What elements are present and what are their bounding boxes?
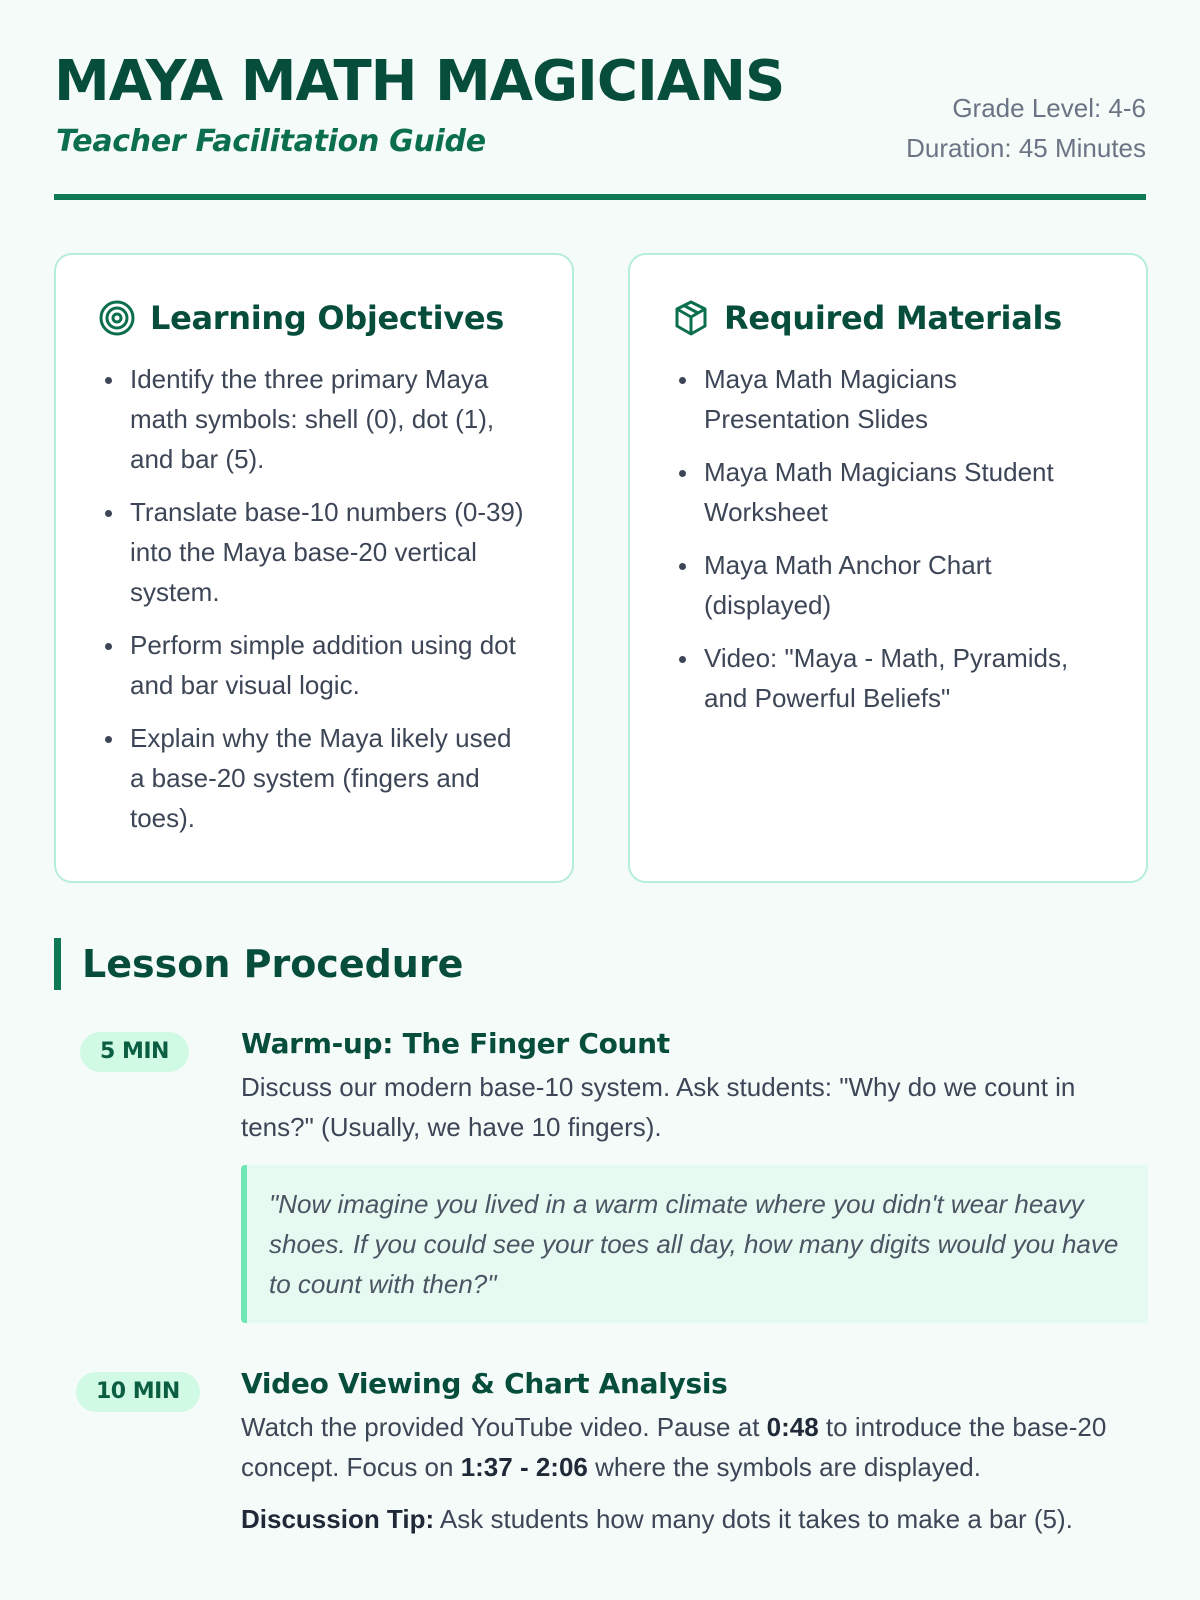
info-cards bbox=[54, 253, 1148, 885]
timestamp: 1:37 - 2:06 bbox=[460, 1452, 588, 1482]
page-header bbox=[54, 0, 1146, 200]
list-item: Maya Math Magicians Presentation Slides bbox=[704, 359, 1106, 439]
tip-label: Discussion Tip: bbox=[241, 1504, 435, 1534]
duration: Duration: 45 Minutes bbox=[906, 133, 1146, 163]
timestamp: 0:48 bbox=[766, 1412, 819, 1442]
box-icon bbox=[672, 299, 710, 337]
learning-objectives-card bbox=[54, 253, 574, 883]
list-item: Maya Math Anchor Chart (displayed) bbox=[704, 545, 1106, 625]
card-header bbox=[98, 295, 532, 341]
discussion-tip bbox=[241, 1499, 1148, 1539]
list-item: Maya Math Magicians Student Worksheet bbox=[704, 452, 1106, 532]
step-text bbox=[241, 1407, 1148, 1487]
materials-list bbox=[672, 359, 1106, 718]
duration-badge: 5 MIN bbox=[80, 1032, 189, 1072]
required-materials-card bbox=[628, 253, 1148, 883]
duration-badge: 10 MIN bbox=[76, 1372, 200, 1412]
step-title: Video Viewing & Chart Analysis bbox=[241, 1367, 728, 1400]
list-item: Translate base-10 numbers (0-39) into the Maya base-20 vertical system. bbox=[130, 492, 532, 612]
teacher-prompt-quote: "Now imagine you lived in a warm climate where you didn't wear heavy shoes. If you could see your toes all day, how many digits would you have to count with then?" bbox=[241, 1165, 1148, 1323]
list-item: Identify the three primary Maya math symbols: shell (0), dot (1), and bar (5). bbox=[130, 359, 532, 479]
target-icon bbox=[98, 299, 136, 337]
step-text-part: where the symbols are displayed. bbox=[587, 1452, 981, 1482]
objectives-list bbox=[98, 359, 532, 838]
list-item: Video: "Maya - Math, Pyramids, and Powerful Beliefs" bbox=[704, 638, 1106, 718]
page-title: MAYA MATH MAGICIANS bbox=[54, 49, 785, 114]
step-body bbox=[241, 1364, 1148, 1539]
step-text-part: to introduce the base-20 concept. Focus on bbox=[241, 1412, 1107, 1482]
card-title: Learning Objectives bbox=[150, 299, 504, 337]
page-subtitle: Teacher Facilitation Guide bbox=[56, 124, 486, 159]
card-title: Required Materials bbox=[724, 299, 1062, 337]
grade-level: Grade Level: 4-6 bbox=[952, 93, 1146, 123]
step-text-part: Watch the provided YouTube video. Pause at bbox=[241, 1412, 767, 1442]
step-title: Warm-up: The Finger Count bbox=[241, 1027, 670, 1060]
list-item: Explain why the Maya likely used a base-20 system (fingers and toes). bbox=[130, 718, 532, 838]
list-item: Perform simple addition using dot and bar visual logic. bbox=[130, 625, 532, 705]
lesson-meta bbox=[906, 88, 1146, 168]
step-text: Discuss our modern base-10 system. Ask students: "Why do we count in tens?" (Usually, we have 10 fingers). bbox=[241, 1072, 1076, 1142]
tip-text: Ask students how many dots it takes to make a bar (5). bbox=[434, 1504, 1073, 1534]
step-body bbox=[241, 1024, 1148, 1323]
lesson-procedure-heading: Lesson Procedure bbox=[54, 938, 463, 990]
card-header bbox=[672, 295, 1106, 341]
